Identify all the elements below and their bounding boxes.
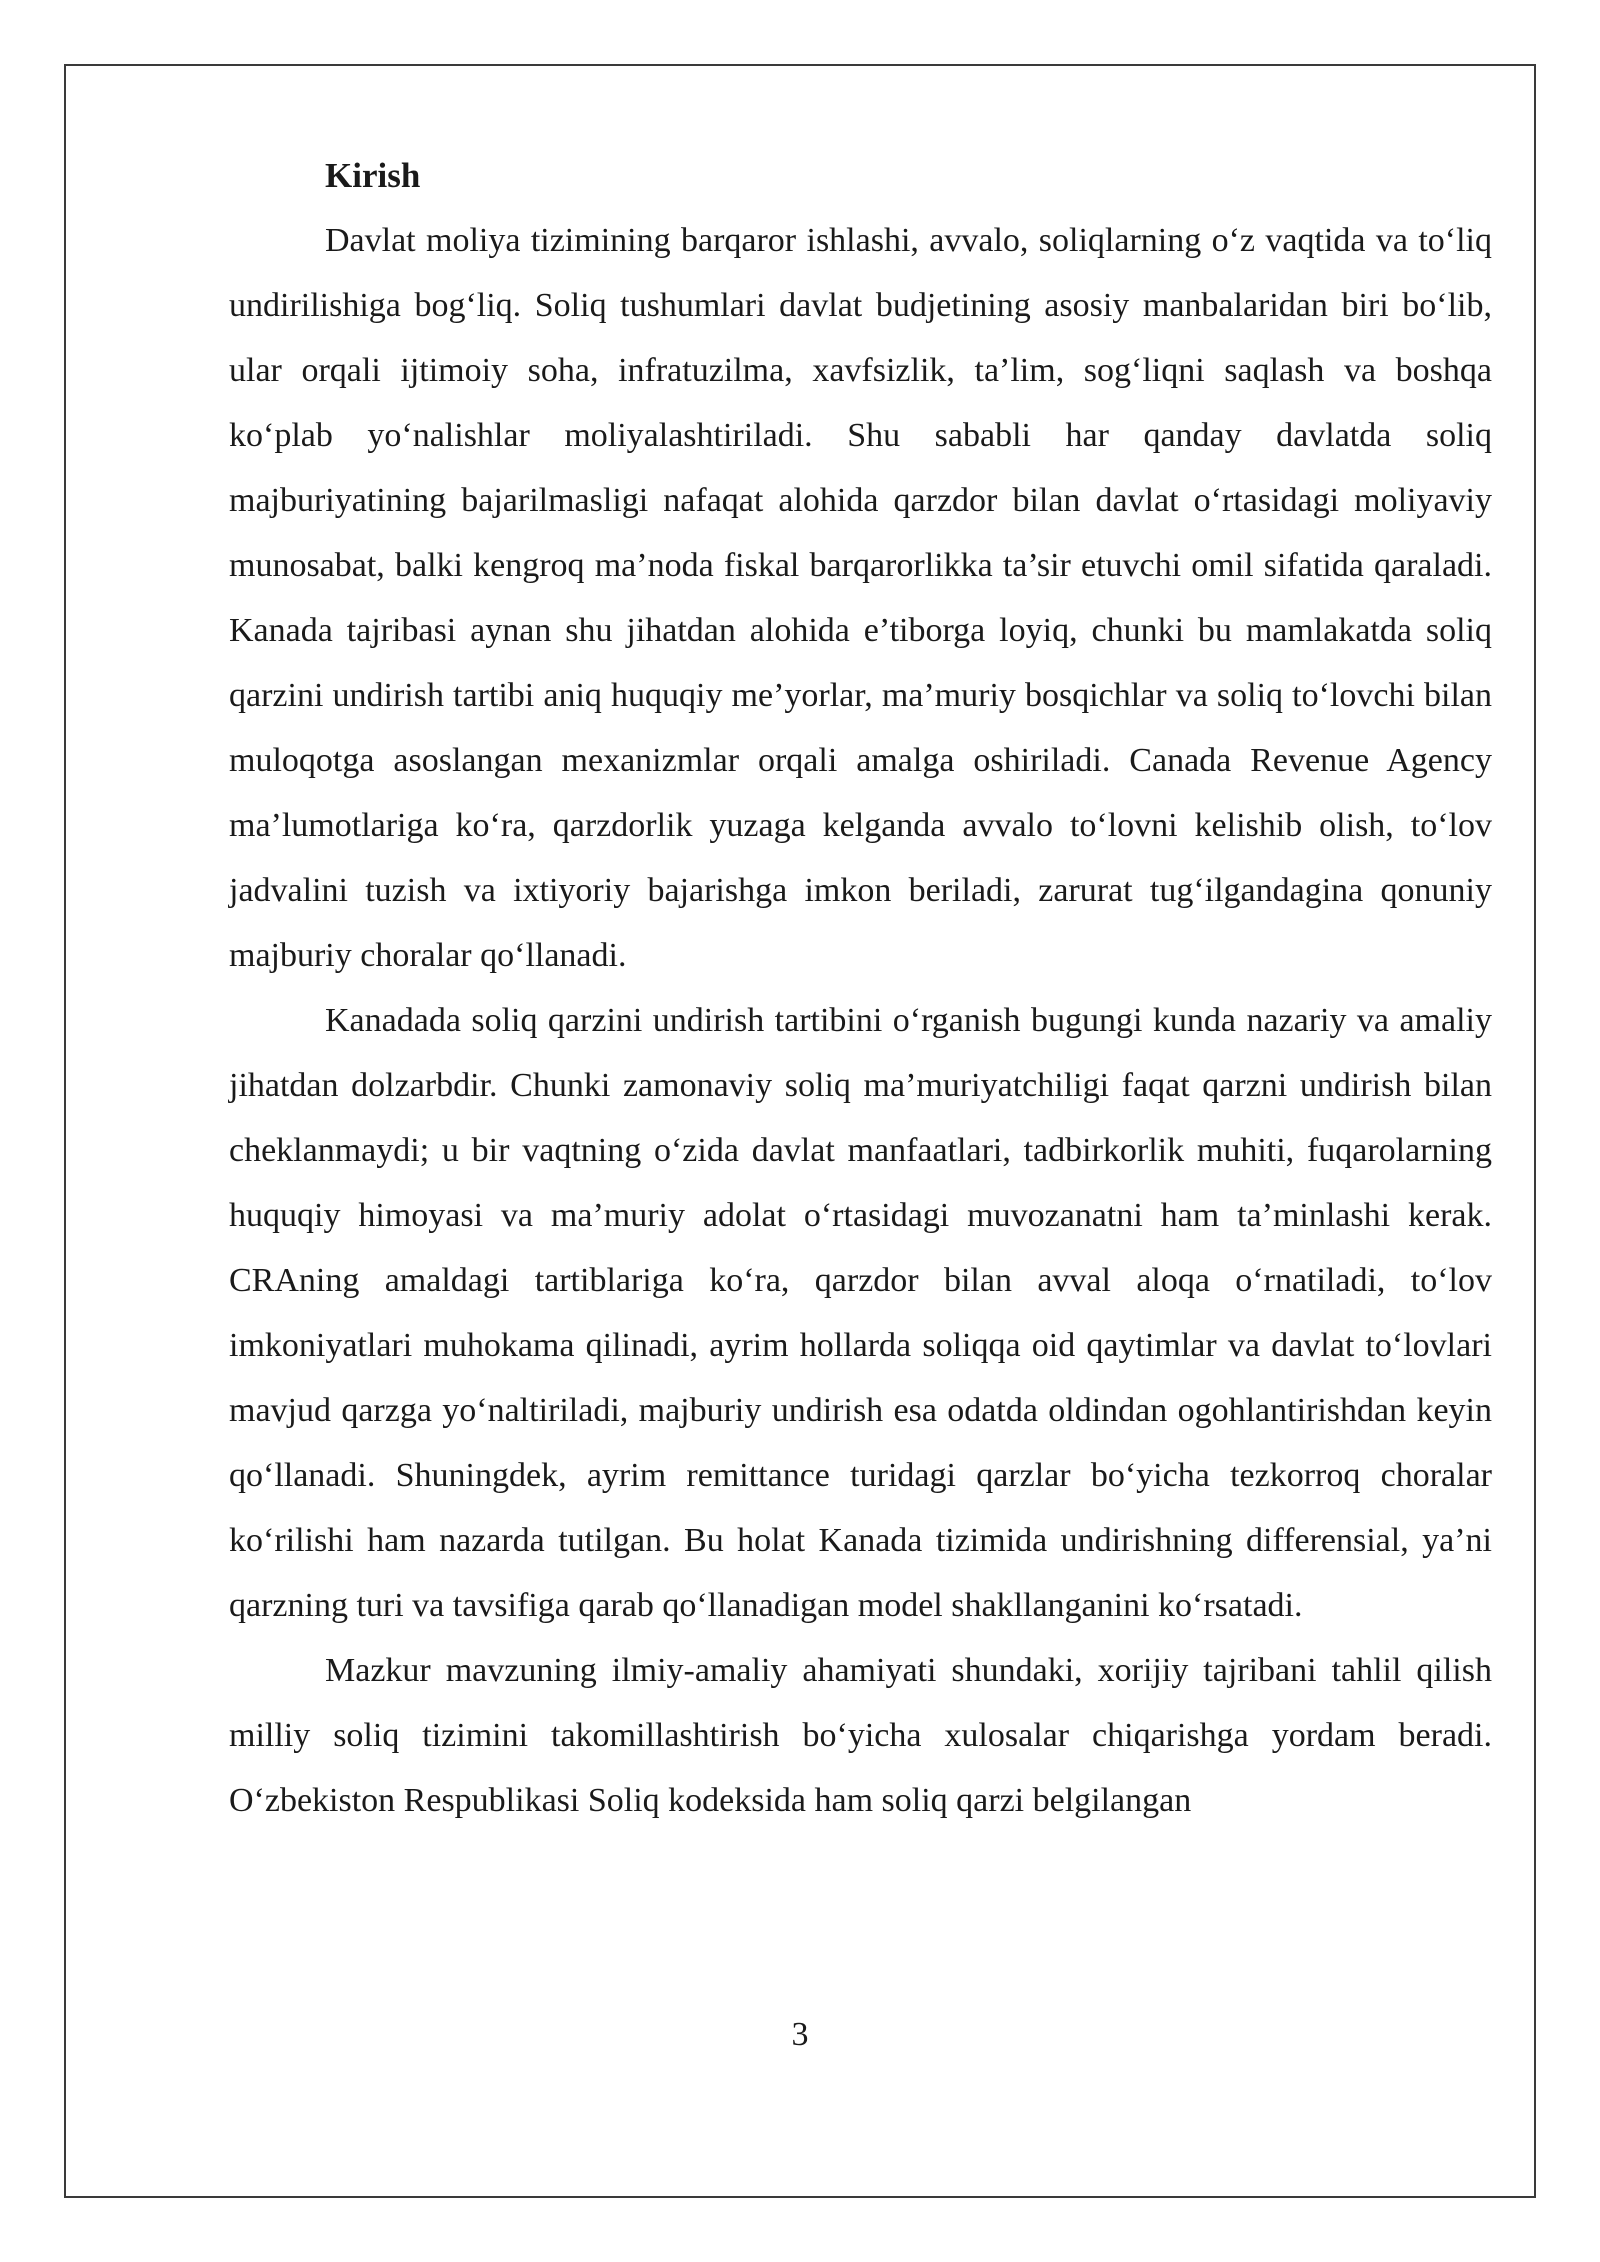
document-body [229, 143, 1492, 1833]
paragraph: Mazkur mavzuning ilmiy-amaliy ahamiyati shundaki, xorijiy tajribani tahlil qilish milliy soliq tizimini takomillashtirish bo‘yicha xulosalar chiqarishga yordam beradi. O‘zbekiston Respublikasi Soliq kodeksida ham soliq qarzi belgilangan [229, 1652, 1492, 1819]
paragraph: Davlat moliya tizimining barqaror ishlashi, avvalo, soliqlarning o‘z vaqtida va to‘liq undirilishiga bog‘liq. Soliq tushumlari davlat budjetining asosiy manbalaridan biri bo‘lib, ular orqali ijtimoiy soha, infratuzilma, xavfsizlik, ta’lim, sog‘liqni saqlash va boshqa ko‘plab yo‘nalishlar moliyalashtiriladi. Shu sababli har qanday davlatda soliq majburiyatining bajarilmasligi nafaqat alohida qarzdor bilan davlat o‘rtasidagi moliyaviy munosabat, balki kengroq ma’noda fiskal barqarorlikka ta’sir etuvchi omil sifatida qaraladi. Kanada tajribasi aynan shu jihatdan alohida e’tiborga loyiq, chunki bu mamlakatda soliq qarzini undirish tartibi aniq huquqiy me’yorlar, ma’muriy bosqichlar va soliq to‘lovchi bilan muloqotga asoslangan mexanizmlar orqali amalga oshiriladi. Canada Revenue Agency ma’lumotlariga ko‘ra, qarzdorlik yuzaga kelganda avvalo to‘lovni kelishib olish, to‘lov jadvalini tuzish va ixtiyoriy bajarishga imkon beriladi, zarurat tug‘ilgandagina qonuniy majburiy choralar qo‘llanadi. [229, 222, 1492, 974]
page-number: 3 [791, 2016, 809, 2053]
section-heading: Kirish [325, 156, 421, 195]
paragraph: Kanadada soliq qarzini undirish tartibini o‘rganish bugungi kunda nazariy va amaliy jihatdan dolzarbdir. Chunki zamonaviy soliq ma’muriyatchiligi faqat qarzni undirish bilan cheklanmaydi; u bir vaqtning o‘zida davlat manfaatlari, tadbirkorlik muhiti, fuqarolarning huquqiy himoyasi va ma’muriy adolat o‘rtasidagi muvozanatni ham ta’minlashi kerak. CRAning amaldagi tartiblariga ko‘ra, qarzdor bilan avval aloqa o‘rnatiladi, to‘lov imkoniyatlari muhokama qilinadi, ayrim hollarda soliqqa oid qaytimlar va davlat to‘lovlari mavjud qarzga yo‘naltiriladi, majburiy undirish esa odatda oldindan ogohlantirishdan keyin qo‘llanadi. Shuningdek, ayrim remittance turidagi qarzlar bo‘yicha tezkorroq choralar ko‘rilishi ham nazarda tutilgan. Bu holat Kanada tizimida undirishning differensial, ya’ni qarzning turi va tavsifiga qarab qo‘llanadigan model shakllanganini ko‘rsatadi. [229, 1002, 1492, 1624]
